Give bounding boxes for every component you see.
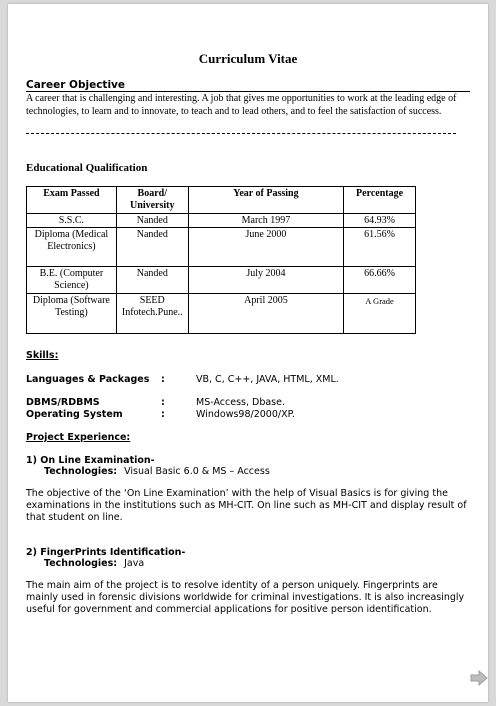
cell-board: SEED Infotech.Pune.. <box>116 294 188 334</box>
cell-year: April 2005 <box>188 294 343 334</box>
technologies-label: Technologies: <box>44 558 118 569</box>
cell-exam: Diploma (Medical Electronics) <box>27 228 117 267</box>
col-header-percentage: Percentage <box>344 187 416 214</box>
col-header-board: Board/ University <box>116 187 188 214</box>
project-title: 1) On Line Examination- <box>26 455 155 466</box>
table-row <box>27 214 416 228</box>
project-description: The main aim of the project is to resolve identity of a person uniquely. Fingerprints are mainly used in forensic divisions worldwide for criminal investigations. It is also increasingly useful for government and commercial applications for positive person identification. <box>26 580 465 615</box>
career-objective-text: A career that is challenging and interesting. A job that gives me opportunities to work at the leading edge of technologies, to learn and to innovate, to teach and to lead others, and to feel the satisfaction of success. <box>26 93 457 117</box>
cell-percentage: 66.66% <box>344 267 416 294</box>
education-heading: Educational Qualification <box>26 162 148 174</box>
technologies-label: Technologies: <box>44 466 118 477</box>
page-title: Curriculum Vitae <box>198 51 298 66</box>
cell-exam: S.S.C. <box>27 214 117 228</box>
skill-value-dbms: MS-Access, Dbase. <box>196 397 285 408</box>
career-objective-heading: Career Objective <box>26 79 126 91</box>
cell-board: Nanded <box>116 267 188 294</box>
skill-label-languages: Languages & Packages <box>26 374 150 385</box>
project-experience-heading: Project Experience: <box>26 432 131 443</box>
col-header-exam: Exam Passed <box>27 187 117 214</box>
skill-label-dbms: DBMS/RDBMS <box>26 397 100 408</box>
cell-board: Nanded <box>116 228 188 267</box>
cell-percentage: 61.56% <box>344 228 416 267</box>
cell-year: July 2004 <box>188 267 343 294</box>
education-table <box>26 186 416 334</box>
cell-exam: Diploma (Software Testing) <box>27 294 117 334</box>
table-row <box>27 228 416 267</box>
skill-label-os: Operating System <box>26 409 123 420</box>
skill-colon: : <box>161 409 165 420</box>
cell-percentage: A Grade <box>344 294 416 334</box>
project-technologies <box>44 558 144 569</box>
cell-year: June 2000 <box>188 228 343 267</box>
skill-value-os: Windows98/2000/XP. <box>196 409 295 420</box>
skill-value-languages: VB, C, C++, JAVA, HTML, XML. <box>196 374 339 385</box>
dashed-separator <box>26 133 456 134</box>
arrow-right-icon[interactable] <box>470 670 488 686</box>
table-row <box>27 294 416 334</box>
cell-board: Nanded <box>116 214 188 228</box>
technologies-value: Java <box>124 558 145 569</box>
technologies-value: Visual Basic 6.0 & MS – Access <box>124 466 270 477</box>
table-row <box>27 267 416 294</box>
skills-heading: Skills: <box>26 350 59 361</box>
project-title: 2) FingerPrints Identification- <box>26 547 186 558</box>
document-page <box>8 4 488 702</box>
project-description: The objective of the ‘On Line Examination’ with the help of Visual Basics is for giving the examinations in the institutions such as MH-CIT. On line such as MH-CIT and display result of that student on line. <box>26 488 467 523</box>
project-technologies <box>44 466 270 477</box>
heading-underline <box>26 91 470 92</box>
table-header-row <box>27 187 416 214</box>
skill-colon: : <box>161 374 165 385</box>
cell-exam: B.E. (Computer Science) <box>27 267 117 294</box>
cell-year: March 1997 <box>188 214 343 228</box>
cell-percentage: 64.93% <box>344 214 416 228</box>
col-header-year: Year of Passing <box>188 187 343 214</box>
skill-colon: : <box>161 397 165 408</box>
